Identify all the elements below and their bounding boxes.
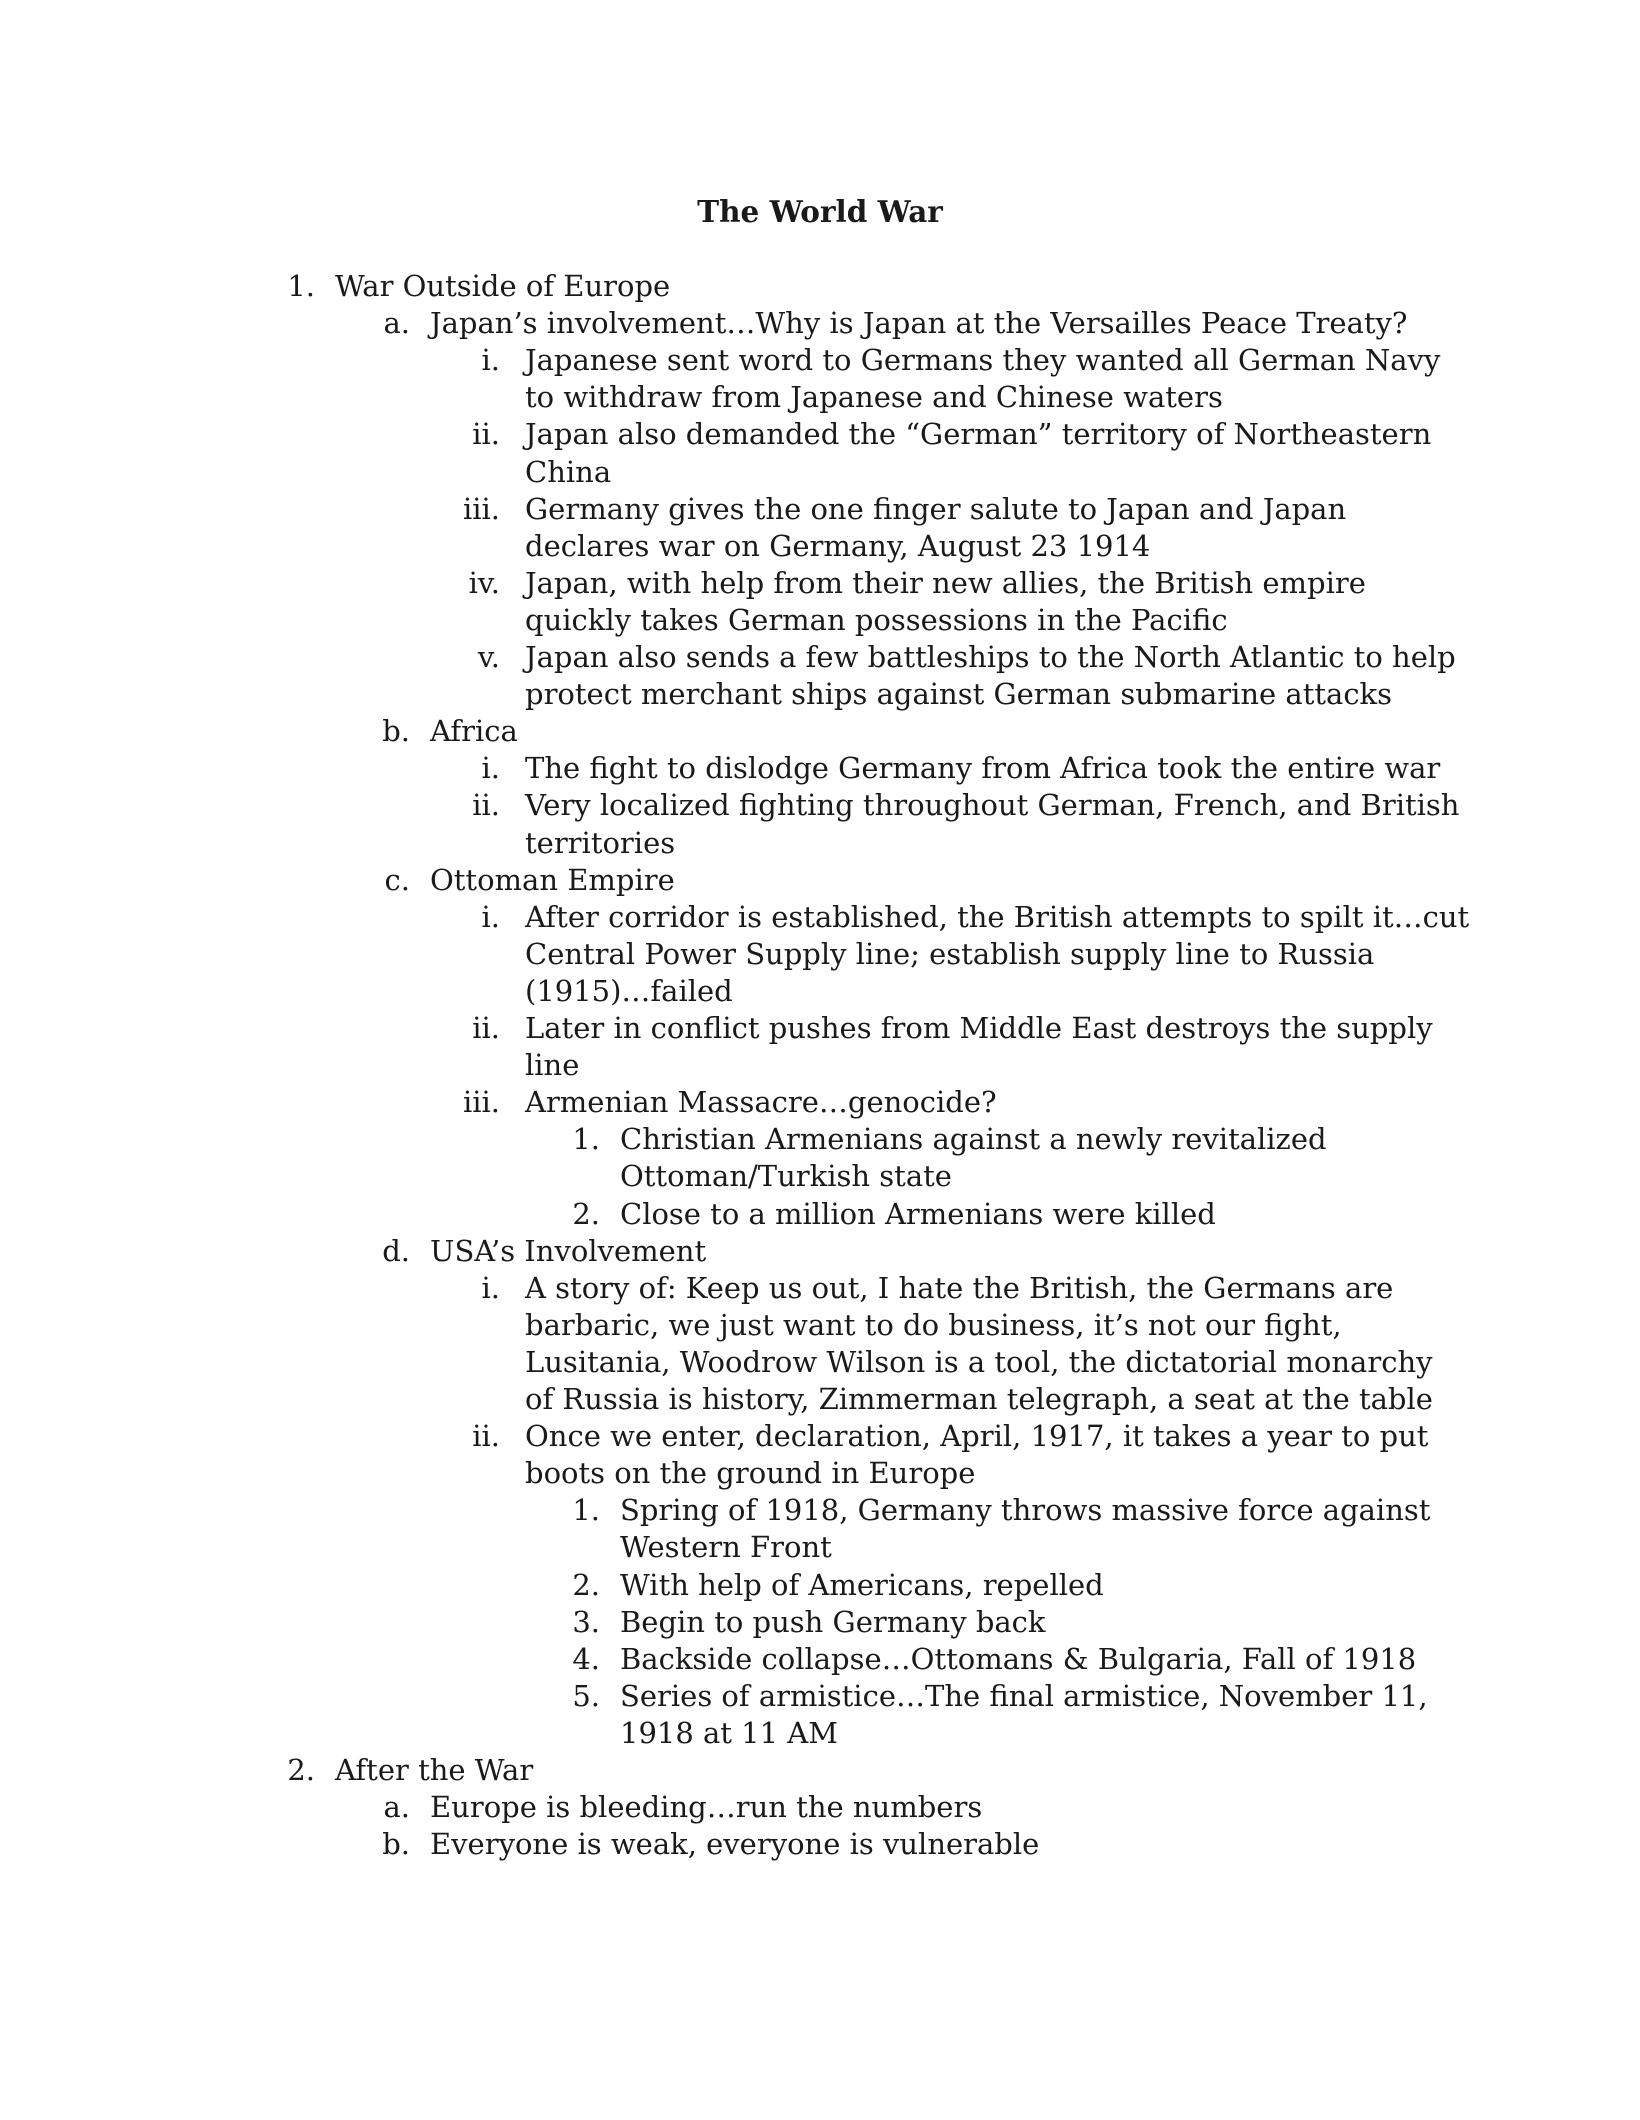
- outline-line: [0, 1715, 1640, 1752]
- outline-text: Europe is bleeding…run the numbers: [430, 1790, 983, 1825]
- outline-marker: 3.: [572, 1604, 600, 1639]
- outline-marker: b.: [382, 1827, 410, 1862]
- outline-text: boots on the ground in Europe: [525, 1456, 976, 1491]
- outline-text: Lusitania, Woodrow Wilson is a tool, the dictatorial monarchy: [525, 1344, 1433, 1379]
- outline-line: [0, 713, 1640, 750]
- outline-text: of Russia is history, Zimmerman telegraph, a seat at the table: [525, 1382, 1433, 1416]
- outline-marker: i.: [481, 899, 500, 934]
- outline-line: [0, 1529, 1640, 1566]
- outline-line: [0, 528, 1640, 565]
- outline-line: [0, 973, 1640, 1010]
- outline-line: [0, 1678, 1640, 1715]
- outline-marker: a.: [383, 306, 410, 341]
- outline-marker: c.: [384, 862, 410, 897]
- outline-line: [0, 639, 1640, 676]
- outline-marker: ii.: [472, 417, 500, 452]
- outline-text: War Outside of Europe: [335, 269, 671, 303]
- outline-line: [0, 1381, 1640, 1418]
- outline-marker: a.: [383, 1790, 410, 1825]
- outline-marker: i.: [481, 751, 500, 786]
- document-title: The World War: [697, 194, 943, 229]
- outline-text: Once we enter, declaration, April, 1917, it takes a year to put: [525, 1419, 1429, 1454]
- outline-line: [0, 676, 1640, 713]
- outline-line: [0, 750, 1640, 787]
- outline-text: Everyone is weak, everyone is vulnerable: [430, 1827, 1040, 1862]
- outline-text: line: [525, 1048, 580, 1083]
- outline-line: [0, 268, 1640, 305]
- outline-marker: 5.: [572, 1678, 600, 1713]
- outline-text: A story of: Keep us out, I hate the British, the Germans are: [525, 1270, 1394, 1305]
- outline-text: Western Front: [620, 1530, 832, 1565]
- outline-marker: ii.: [472, 1419, 500, 1454]
- outline-text: Africa: [430, 714, 518, 749]
- outline-line: [0, 416, 1640, 453]
- outline-marker: 2.: [572, 1196, 600, 1231]
- outline-line: [0, 565, 1640, 602]
- outline-text: Series of armistice…The final armistice, November 11,: [620, 1678, 1428, 1713]
- outline-line: [0, 305, 1640, 342]
- outline-line: [0, 1270, 1640, 1307]
- outline-line: [0, 1604, 1640, 1641]
- outline-line: [0, 1121, 1640, 1158]
- outline-line: [0, 1084, 1640, 1121]
- outline-text: to withdraw from Japanese and Chinese waters: [525, 380, 1223, 415]
- outline-line: [0, 1010, 1640, 1047]
- outline-text: Begin to push Germany back: [620, 1604, 1046, 1639]
- outline-line: [0, 1789, 1640, 1826]
- outline-marker: 2.: [572, 1567, 600, 1602]
- outline-text: Backside collapse…Ottomans & Bulgaria, Fall of 1918: [620, 1641, 1417, 1676]
- outline-line: [0, 825, 1640, 862]
- outline-text: Armenian Massacre…genocide?: [525, 1085, 997, 1120]
- outline-line: [0, 1455, 1640, 1492]
- outline-text: Germany gives the one finger salute to Japan and Japan: [525, 491, 1347, 526]
- outline-line: [0, 1047, 1640, 1084]
- outline-text: protect merchant ships against German submarine attacks: [525, 677, 1393, 712]
- outline-line: [0, 1344, 1640, 1381]
- outline-marker: b.: [382, 714, 410, 749]
- outline-line: [0, 602, 1640, 639]
- outline-line: [0, 1492, 1640, 1529]
- outline-line: [0, 1641, 1640, 1678]
- outline-marker: ii.: [472, 788, 500, 823]
- outline-line: [0, 899, 1640, 936]
- outline-line: [0, 1752, 1640, 1789]
- outline-text: After corridor is established, the British attempts to spilt it…cut: [525, 899, 1470, 934]
- outline-line: [0, 379, 1640, 416]
- outline-marker: 1.: [572, 1493, 600, 1528]
- outline-text: 1918 at 11 AM: [620, 1715, 838, 1750]
- outline-line: [0, 787, 1640, 824]
- outline-text: Later in conflict pushes from Middle East destroys the supply: [525, 1011, 1433, 1045]
- outline-text: Japan also sends a few battleships to the North Atlantic to help: [525, 640, 1456, 674]
- outline-text: Ottoman Empire: [430, 862, 675, 897]
- outline-text: Japan, with help from their new allies, the British empire: [525, 565, 1366, 600]
- outline-text: Very localized fighting throughout German, French, and British: [525, 788, 1460, 823]
- outline-line: [0, 491, 1640, 528]
- outline-text: Japanese sent word to Germans they wanted all German Navy: [525, 343, 1441, 378]
- outline-line: [0, 1826, 1640, 1863]
- outline-marker: 2.: [287, 1753, 315, 1787]
- outline-line: [0, 1567, 1640, 1604]
- outline-marker: iii.: [462, 1085, 500, 1120]
- outline-text: declares war on Germany, August 23 1914: [525, 528, 1151, 563]
- outline-text: With help of Americans, repelled: [620, 1567, 1104, 1602]
- outline-text: After the War: [335, 1753, 534, 1787]
- outline-line: [0, 1418, 1640, 1455]
- outline-text: Ottoman/Turkish state: [620, 1159, 952, 1194]
- outline-line: [0, 862, 1640, 899]
- outline-marker: d.: [382, 1233, 410, 1268]
- outline-line: [0, 454, 1640, 491]
- outline-marker: v.: [477, 640, 500, 674]
- outline-marker: 1.: [572, 1122, 600, 1157]
- outline-line: [0, 936, 1640, 973]
- outline-line: [0, 1158, 1640, 1195]
- outline-marker: i.: [481, 1270, 500, 1305]
- outline-marker: 4.: [572, 1641, 600, 1676]
- outline-text: Japan’s involvement…Why is Japan at the Versailles Peace Treaty?: [430, 306, 1408, 341]
- outline-line: [0, 1233, 1640, 1270]
- outline-text: The fight to dislodge Germany from Africa took the entire war: [525, 751, 1441, 786]
- outline-text: Japan also demanded the “German” territory of Northeastern: [525, 417, 1432, 452]
- outline-text: Spring of 1918, Germany throws massive force against: [620, 1493, 1431, 1528]
- outline-text: USA’s Involvement: [430, 1233, 707, 1268]
- outline-text: Christian Armenians against a newly revitalized: [620, 1122, 1327, 1157]
- outline-marker: iv.: [468, 565, 500, 600]
- outline-marker: iii.: [462, 491, 500, 526]
- outline-text: China: [525, 454, 612, 489]
- outline-text: quickly takes German possessions in the Pacific: [525, 602, 1228, 637]
- outline-text: Central Power Supply line; establish supply line to Russia: [525, 936, 1375, 971]
- outline-text: barbaric, we just want to do business, it’s not our fight,: [525, 1307, 1342, 1342]
- outline-text: territories: [525, 825, 676, 860]
- outline-marker: 1.: [287, 269, 315, 303]
- outline-line: [0, 342, 1640, 379]
- outline-text: (1915)…failed: [525, 973, 733, 1008]
- outline-line: [0, 1196, 1640, 1233]
- outline-marker: i.: [481, 343, 500, 378]
- outline-line: [0, 1307, 1640, 1344]
- outline-text: Close to a million Armenians were killed: [620, 1196, 1216, 1231]
- outline-marker: ii.: [472, 1011, 500, 1045]
